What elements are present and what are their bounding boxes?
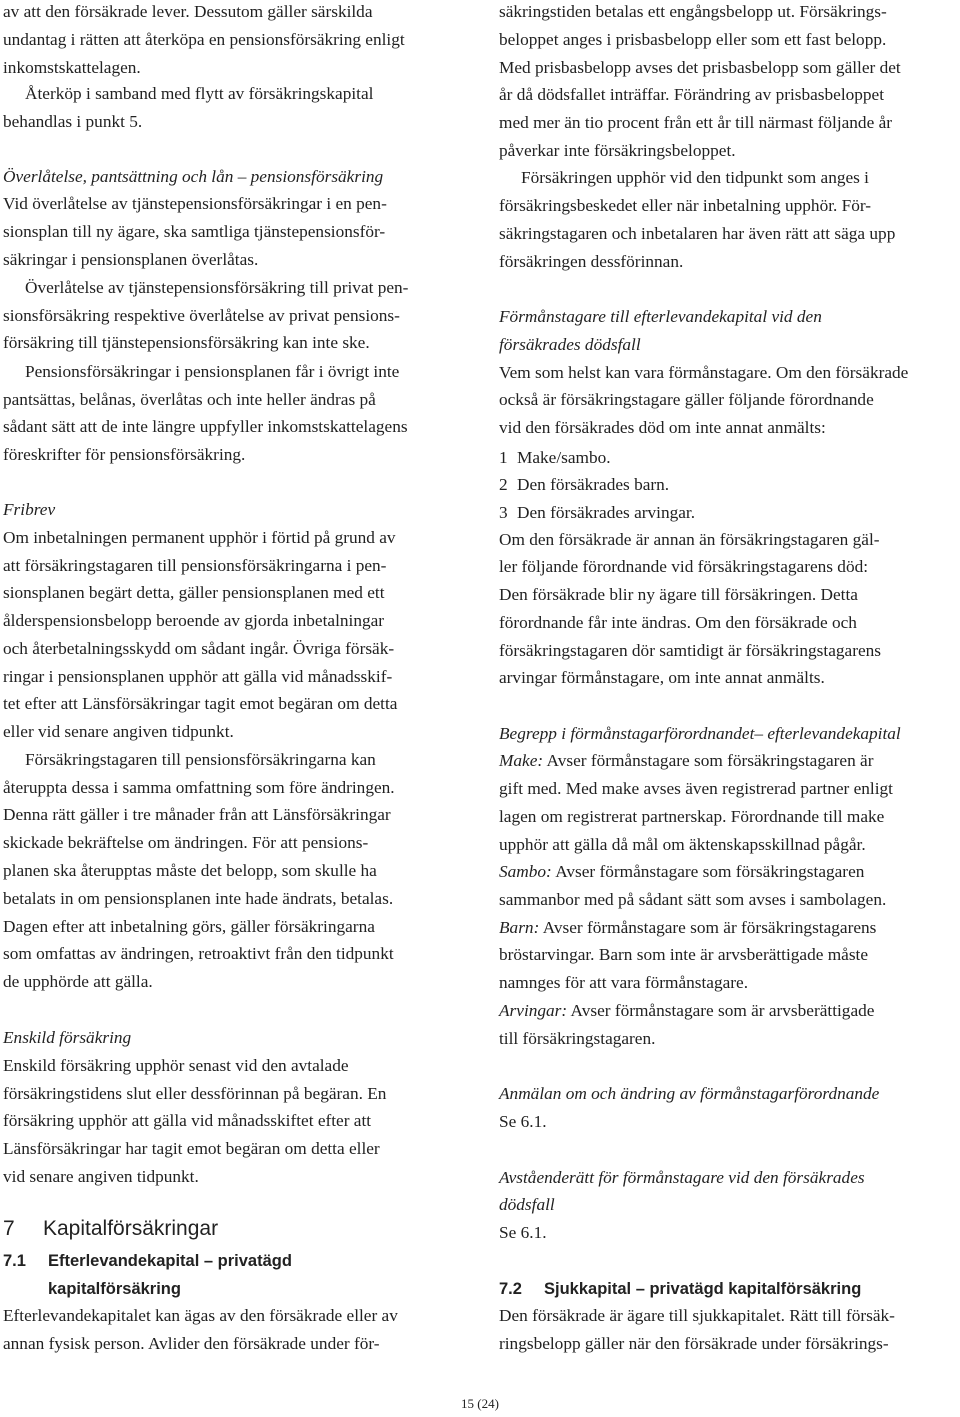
body-line: undantag i rätten att återköpa en pensionsförsäkring enligt bbox=[3, 30, 405, 49]
subheading-fribrev: Fribrev bbox=[3, 500, 56, 519]
body-line: av att den försäkrade lever. Dessutom gäller särskilda bbox=[3, 2, 373, 21]
body-line: Den försäkrade är ägare till sjukkapitalet. Rätt till försäk- bbox=[499, 1306, 895, 1325]
body-line: lagen om registrerat partnerskap. Förordnande till make bbox=[499, 807, 885, 826]
body-line: förordnande får inte ändras. Om den försäkrade och bbox=[499, 613, 857, 632]
subheading-formanstagare: Förmånstagare till efterlevandekapital vid den bbox=[499, 307, 822, 326]
body-line: sionsförsäkring respektive överlåtelse av privat pensions- bbox=[3, 306, 400, 325]
body-line: arvingar förmånstagare, om inte annat anmälts. bbox=[499, 668, 825, 687]
body-line: ålderspensionsbelopp beroende av gjorda inbetalningar bbox=[3, 611, 385, 630]
body-line: Om inbetalningen permanent upphör i förtid på grund av bbox=[3, 528, 396, 547]
list-item bbox=[499, 475, 669, 495]
body-line: Vid överlåtelse av tjänstepensionsförsäkringar i en pen- bbox=[3, 194, 387, 213]
body-line: återuppta dessa i samma omfattning som före ändringen. bbox=[3, 778, 395, 797]
body-line: ler följande förordnande vid försäkringstagarens död: bbox=[499, 557, 869, 576]
body-line: de upphörde att gälla. bbox=[3, 972, 153, 991]
body-line: till försäkringstagaren. bbox=[499, 1029, 656, 1048]
subheading-overlatelse: Överlåtelse, pantsättning och lån – pensionsförsäkring bbox=[3, 167, 384, 186]
body-line: försäkring upphör att gälla vid månadsskiftet efter att bbox=[3, 1111, 372, 1130]
body-line: Enskild försäkring upphör senast vid den avtalade bbox=[3, 1056, 349, 1075]
term: Make: bbox=[499, 751, 544, 770]
body-line: sådant sätt att de inte längre uppfyller inkomstskattelagens bbox=[3, 417, 408, 436]
body-line: Försäkringen upphör vid den tidpunkt som anges i bbox=[521, 168, 869, 187]
subheading-begrepp: Begrepp i förmånstagarförordnandet– efterlevandekapital bbox=[499, 724, 901, 743]
body-line: också är försäkringstagare gäller följande förordnande bbox=[499, 390, 874, 409]
body-line: Denna rätt gäller i tre månader från att Länsförsäkringar bbox=[3, 805, 391, 824]
body-line: ringar i pensionsplanen upphör att gälla vid månadsskif- bbox=[3, 667, 393, 686]
section-heading-7-2 bbox=[499, 1279, 861, 1299]
body-line: behandlas i punkt 5. bbox=[3, 112, 143, 131]
body-line: säkringstiden betalas ett engångsbelopp ut. Försäkrings- bbox=[499, 2, 887, 21]
body-line: Dagen efter att inbetalning görs, gäller försäkringarna bbox=[3, 917, 375, 936]
body-line: att försäkringstagaren till pensionsförsäkringarna i pen- bbox=[3, 556, 387, 575]
body-line: säkringstagaren och inbetalaren har även rätt att säga upp bbox=[499, 224, 896, 243]
term: Sambo: bbox=[499, 862, 552, 881]
body-line: sammanbor med på sådant sätt som avses i sambolagen. bbox=[499, 890, 887, 909]
subheading-formanstagare-cont: försäkrades dödsfall bbox=[499, 335, 641, 354]
page-number: 15 (24) bbox=[461, 1396, 499, 1411]
body-line: Se 6.1. bbox=[499, 1112, 547, 1131]
list-text: Den försäkrades arvingar. bbox=[517, 503, 696, 522]
list-item bbox=[499, 503, 695, 523]
body-line: upphör att gälla då mål om äktenskapsskillnad pågår. bbox=[499, 835, 866, 854]
body-line: ringsbelopp gäller när den försäkrade under försäkrings- bbox=[499, 1334, 889, 1353]
definition-arvingar bbox=[499, 1001, 874, 1021]
definition: Avser förmånstagare som försäkringstagaren bbox=[555, 862, 865, 881]
section-number: 7 bbox=[3, 1217, 15, 1240]
subheading-avstaende-cont: dödsfall bbox=[499, 1195, 555, 1214]
body-line: Länsförsäkringar har tagit emot begäran om detta eller bbox=[3, 1139, 380, 1158]
definition-barn bbox=[499, 918, 876, 938]
body-line: Se 6.1. bbox=[499, 1223, 547, 1242]
body-line: som omfattas av ändringen, retroaktivt från den tidpunkt bbox=[3, 944, 394, 963]
section-number: 7.2 bbox=[499, 1280, 522, 1298]
body-line: namnges för att vara förmånstagare. bbox=[499, 973, 749, 992]
body-line: försäkringsbeskedet eller när inbetalning upphör. För- bbox=[499, 196, 872, 215]
list-text: Den försäkrades barn. bbox=[517, 475, 670, 494]
section-title: Kapitalförsäkringar bbox=[43, 1217, 219, 1240]
body-line: med mer än tio procent från ett år till närmast följande år bbox=[499, 113, 892, 132]
body-line: pantsättas, belånas, överlåtas och inte heller ändras på bbox=[3, 390, 376, 409]
body-line: Om den försäkrade är annan än försäkringstagaren gäl- bbox=[499, 530, 880, 549]
body-line: försäkringstidens slut eller dessförinnan på begäran. En bbox=[3, 1084, 387, 1103]
body-line: skickade bekräftelse om ändringen. För att pensions- bbox=[3, 833, 369, 852]
definition: Avser förmånstagare som är försäkringstagarens bbox=[542, 918, 877, 937]
body-line: bröstarvingar. Barn som inte är arvsberättigade måste bbox=[499, 945, 869, 964]
section-title: Efterlevandekapital – privatägd bbox=[48, 1252, 292, 1270]
body-line: sionsplan till ny ägare, ska samtliga tjänstepensionsför- bbox=[3, 222, 386, 241]
definition-sambo bbox=[499, 862, 864, 882]
list-item bbox=[499, 448, 611, 468]
body-line: tet efter att Länsförsäkringar tagit emot begäran om detta bbox=[3, 694, 398, 713]
section-heading-7-1-cont: kapitalförsäkring bbox=[48, 1280, 181, 1298]
definition-make bbox=[499, 751, 873, 771]
body-line: Med prisbasbelopp avses det prisbasbelopp som gäller det bbox=[499, 58, 901, 77]
definition: Avser förmånstagare som är arvsberättigade bbox=[570, 1001, 875, 1020]
term: Barn: bbox=[499, 918, 540, 937]
body-line: Överlåtelse av tjänstepensionsförsäkring till privat pen- bbox=[25, 278, 409, 297]
body-line: Den försäkrade blir ny ägare till försäkringen. Detta bbox=[499, 585, 858, 604]
body-line: år då dödsfallet inträffar. Förändring av prisbasbeloppet bbox=[499, 85, 885, 104]
subheading-enskild: Enskild försäkring bbox=[3, 1028, 132, 1047]
body-line: annan fysisk person. Avlider den försäkrade under för- bbox=[3, 1334, 380, 1353]
body-line: Återköp i samband med flytt av försäkringskapital bbox=[25, 84, 374, 103]
body-line: gift med. Med make avses även registrerad partner enligt bbox=[499, 779, 893, 798]
list-number: 2 bbox=[499, 475, 508, 494]
body-line: Pensionsförsäkringar i pensionsplanen får i övrigt inte bbox=[25, 362, 400, 381]
body-line: försäkring till tjänstepensionsförsäkring kan inte ske. bbox=[3, 333, 370, 352]
body-line: sionsplanen begärt detta, gäller pensionsplanen med ett bbox=[3, 583, 385, 602]
section-heading-7 bbox=[3, 1217, 218, 1241]
body-line: Efterlevandekapitalet kan ägas av den försäkrade eller av bbox=[3, 1306, 398, 1325]
body-line: vid senare angiven tidpunkt. bbox=[3, 1167, 199, 1186]
body-line: försäkringen dessförinnan. bbox=[499, 252, 684, 271]
body-line: och återbetalningsskydd om sådant ingår. Övriga försäk- bbox=[3, 639, 395, 658]
body-line: Vem som helst kan vara förmånstagare. Om den försäkrade bbox=[499, 363, 909, 382]
body-line: påverkar inte försäkringsbeloppet. bbox=[499, 141, 736, 160]
body-line: planen ska återupptas måste det belopp, som skulle ha bbox=[3, 861, 377, 880]
section-number: 7.1 bbox=[3, 1252, 26, 1270]
body-line: eller vid senare angiven tidpunkt. bbox=[3, 722, 234, 741]
section-heading-7-1 bbox=[3, 1251, 292, 1271]
subheading-avstaende: Avståenderätt för förmånstagare vid den försäkrades bbox=[499, 1168, 865, 1187]
section-title: Sjukkapital – privatägd kapitalförsäkring bbox=[544, 1280, 862, 1298]
body-line: inkomstskattelagen. bbox=[3, 58, 141, 77]
subheading-anmalan: Anmälan om och ändring av förmånstagarförordnande bbox=[499, 1084, 880, 1103]
body-line: säkringar i pensionsplanen överlåtas. bbox=[3, 250, 259, 269]
list-number: 3 bbox=[499, 503, 508, 522]
body-line: Försäkringstagaren till pensionsförsäkringarna kan bbox=[25, 750, 376, 769]
body-line: försäkringstagaren dör samtidigt är försäkringstagarens bbox=[499, 641, 881, 660]
body-line: betalats in om pensionsplanen inte hade ändrats, betalas. bbox=[3, 889, 394, 908]
definition: Avser förmånstagare som försäkringstagaren är bbox=[546, 751, 874, 770]
body-line: vid den försäkrades död om inte annat anmälts: bbox=[499, 418, 826, 437]
list-text: Make/sambo. bbox=[517, 448, 611, 467]
body-line: beloppet anges i prisbasbelopp eller som ett fast belopp. bbox=[499, 30, 887, 49]
body-line: föreskrifter för pensionsförsäkring. bbox=[3, 445, 246, 464]
term: Arvingar: bbox=[499, 1001, 568, 1020]
list-number: 1 bbox=[499, 448, 508, 467]
